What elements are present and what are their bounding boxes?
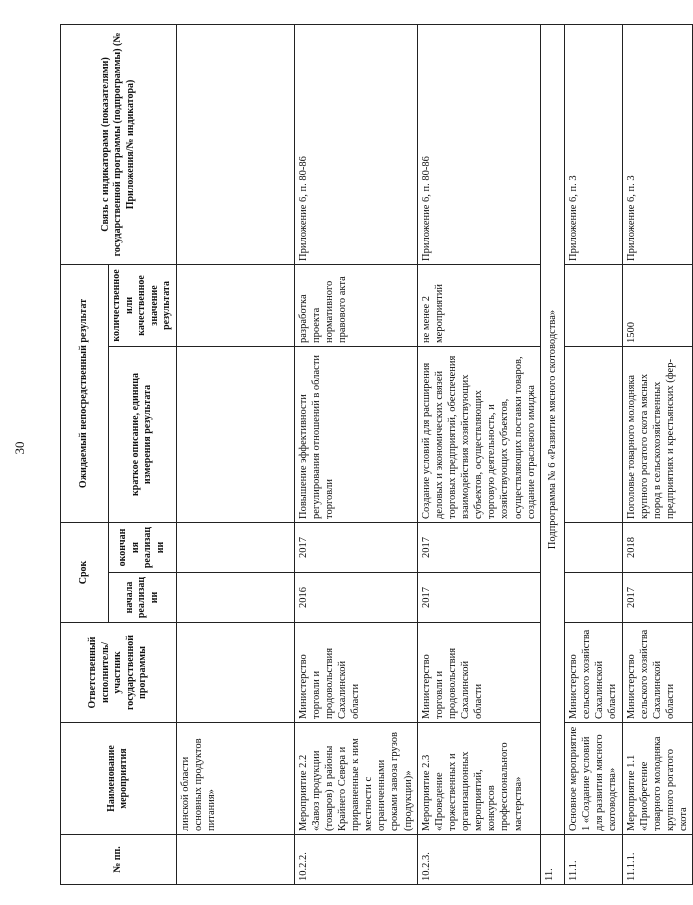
cell-start: 2017 — [417, 573, 540, 623]
cell-end: 2017 — [294, 522, 417, 572]
subprogram-title: Подпрограмма № 6 «Развитие мясного скотоводства» — [540, 24, 564, 834]
cell-responsible — [176, 623, 294, 723]
header-term: Срок — [61, 522, 109, 622]
cell-responsible: Министерство сельского хозяйства Сахалинской области — [564, 623, 622, 723]
cell-name: Основное мероприятие 1 «Создание условий для развития мясного скотоводства» — [564, 723, 622, 835]
cell-desc — [564, 346, 622, 522]
cell-no: 11.1. — [564, 835, 622, 885]
header-link: Связь с индикаторами (показателями) государственной программы (подпрограммы) (№ Приложения/№ индикатора) — [61, 24, 177, 264]
cell-desc: Поголовье товарного молодняка крупного рогатого скота мясных пород в сельскохозяйственных предприятиях и крестьянских (фер- — [622, 346, 693, 522]
cell-value: не менее 2 мероприятий — [417, 264, 540, 346]
header-term-start: начала реализации — [109, 573, 177, 623]
cell-no: 10.2.3. — [417, 835, 540, 885]
cell-link: Приложение 6, п. 80-86 — [417, 24, 540, 264]
cell-end: 2018 — [622, 522, 693, 572]
header-no: № пп. — [61, 835, 177, 885]
activities-table — [60, 24, 693, 885]
cell-value — [176, 264, 294, 346]
cell-no: 11.1.1. — [622, 835, 693, 885]
cell-desc — [176, 346, 294, 522]
cell-start — [176, 573, 294, 623]
header-responsible: Ответственный исполнитель/участник государственной программы — [61, 623, 177, 723]
header-result-value: количественное или качественное значение результата — [109, 264, 177, 346]
table-row — [294, 24, 417, 884]
cell-desc: Создание условий для расширения деловых и экономических связей торговых предприятий, обеспечения взаимодействия хозяйствующих субъектов, осуществляющих торговую деятельность, и хозяйствующих субъектов, осуществляющих поставки товаров, создание отраслевого имиджа — [417, 346, 540, 522]
cell-desc: Повышение эффективности регулирования отношений в области торговли — [294, 346, 417, 522]
cell-link — [176, 24, 294, 264]
cell-name: Мероприятие 1.1 «Приобретение товарного молодняка крупного рогатого скота — [622, 723, 693, 835]
cell-end — [564, 522, 622, 572]
header-name: Наименование мероприятия — [61, 723, 177, 835]
cell-name: Мероприятие 2.2 «Завоз продукции (товаров) в районы Крайнего Севера и приравненные к ним местности с ограниченными сроками завоза грузов (продукции)» — [294, 723, 417, 835]
header-result-desc: краткое описание, единица измерения результата — [109, 346, 177, 522]
table-row — [622, 24, 693, 884]
cell-link: Приложение 6, п. 80-86 — [294, 24, 417, 264]
header-row-main — [61, 24, 109, 884]
cell-name: Мероприятие 2.3 «Проведение торжественных и организационных мероприятий, конкурсов профессионального мастерства» — [417, 723, 540, 835]
cell-value: 1500 — [622, 264, 693, 346]
cell-start — [564, 573, 622, 623]
subprogram-no: 11. — [540, 835, 564, 885]
cell-link: Приложение 6, п. 3 — [564, 24, 622, 264]
cell-link: Приложение 6, п. 3 — [622, 24, 693, 264]
table-row — [564, 24, 622, 884]
cell-end: 2017 — [417, 522, 540, 572]
table-row — [176, 24, 294, 884]
subprogram-row — [540, 24, 564, 884]
cell-responsible: Министерство торговли и продовольствия Сахалинской области — [417, 623, 540, 723]
cell-start: 2016 — [294, 573, 417, 623]
page-number: 30 — [12, 441, 27, 455]
cell-no: 10.2.2. — [294, 835, 417, 885]
cell-end — [176, 522, 294, 572]
cell-start: 2017 — [622, 573, 693, 623]
cell-responsible: Министерство сельского хозяйства Сахалинской области — [622, 623, 693, 723]
cell-responsible: Министерство торговли и продовольствия Сахалинской области — [294, 623, 417, 723]
cell-value: разработка проекта нормативного правового акта — [294, 264, 417, 346]
cell-no — [176, 835, 294, 885]
cell-value — [564, 264, 622, 346]
rotated-page-content — [60, 25, 690, 885]
cell-name: линской области основных продуктов питания» — [176, 723, 294, 835]
table-row — [417, 24, 540, 884]
header-term-end: окончания реализации — [109, 522, 177, 572]
header-result: Ожидаемый непосредственный результат — [61, 264, 109, 522]
